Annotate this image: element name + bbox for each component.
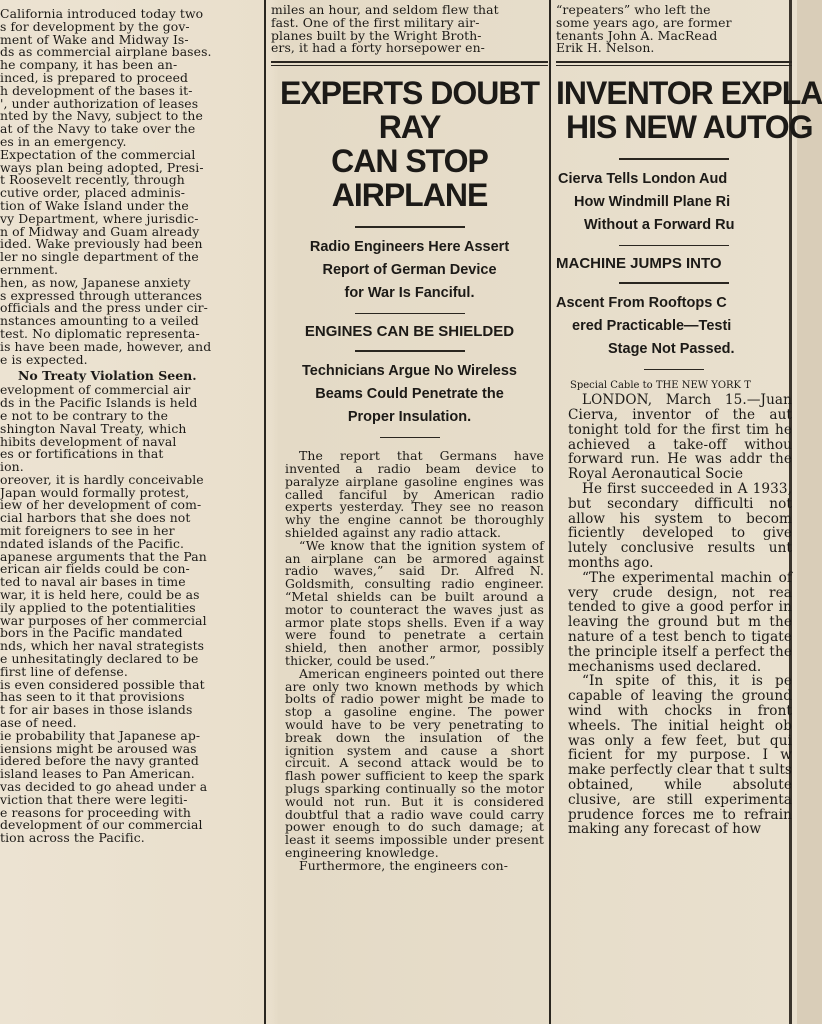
column-rule xyxy=(264,0,266,1024)
article-line: viction that there were legiti- xyxy=(0,791,188,807)
deck-rule xyxy=(619,158,729,160)
article-line: e reasons for proceeding with xyxy=(0,804,192,820)
article-line: ided. Wake previously had been xyxy=(0,236,203,252)
article-line: Japan would formally protest, xyxy=(0,484,190,500)
right-top-continuation xyxy=(556,4,792,55)
headline-rule-thin xyxy=(556,65,792,66)
article-line: ndated islands of the Pacific. xyxy=(0,535,185,551)
column-rule xyxy=(549,0,551,1024)
deck-line: for War Is Fanciful. xyxy=(344,284,475,301)
continuation-line: ers, it had a forty horsepower en- xyxy=(271,40,485,56)
article-line: California introduced today two xyxy=(0,6,204,21)
deck-line: Without a Forward Ru xyxy=(584,216,735,233)
article-line: first line of defense. xyxy=(0,663,128,679)
deck-rule xyxy=(355,226,465,228)
continuation-line: planes built by the Wright Broth- xyxy=(271,27,482,43)
article-line: ', under authorization of leases xyxy=(0,95,199,111)
deck-line: Stage Not Passed. xyxy=(608,340,735,357)
article-line: hen, as now, Japanese anxiety xyxy=(0,274,191,290)
right-credit-line: Special Cable to THE NEW YORK T xyxy=(570,380,751,392)
article-line: idered before the navy granted xyxy=(0,753,199,769)
article-line: t for air bases in those islands xyxy=(0,702,193,718)
deck-rule xyxy=(355,350,465,352)
article-line: hibits development of naval xyxy=(0,433,177,449)
deck-line: Technicians Argue No Wireless xyxy=(301,362,517,379)
deck-rule xyxy=(644,369,704,371)
deck-rule xyxy=(619,245,729,247)
article-line: is have been made, however, and xyxy=(0,338,212,354)
article-line: ways plan being adopted, Presi- xyxy=(0,159,204,175)
article-line: officials and the press under cir- xyxy=(0,300,208,316)
left-paragraphs-b xyxy=(0,384,262,845)
deck-line: Ascent From Rooftops C xyxy=(556,294,727,311)
article-line: ie probability that Japanese ap- xyxy=(0,727,201,743)
deck-rule xyxy=(619,282,729,284)
continuation-line: some years ago, are former xyxy=(556,14,732,30)
article-line: at of the Navy to take over the xyxy=(0,121,196,137)
left-subhead: No Treaty Violation Seen. xyxy=(18,368,197,384)
right-body xyxy=(556,393,792,837)
article-line: development of our commercial xyxy=(0,817,203,833)
article-line: ily applied to the potentialities xyxy=(0,599,196,615)
deck-line: How Windmill Plane Ri xyxy=(574,193,731,210)
article-line: cutive order, placed adminis- xyxy=(0,185,186,201)
article-line: ernment. xyxy=(0,261,59,277)
deck-line: Proper Insulation. xyxy=(347,408,472,425)
continuation-line: Erik H. Nelson. xyxy=(556,40,655,56)
article-line: iensions might be aroused was xyxy=(0,740,197,756)
article-line: n of Midway and Guam already xyxy=(0,223,200,239)
article-line: apanese arguments that the Pan xyxy=(0,548,207,564)
article-paragraph: “We know that the ignition system of an airplane can be armored against radio waves,” said Dr. Alfred N. Goldsmith, consulting radio engineer. “Metal shields can be built around a motor to counteract the waves just as armor plate stops shells. Even if a way were found to penetrate a certain shield, then another armor, possibly thicker, could be used.” xyxy=(285,537,544,668)
headline-rule-thin xyxy=(271,65,548,66)
article-line: ment of Wake and Midway Is- xyxy=(0,31,189,47)
article-line: vy Department, where jurisdic- xyxy=(0,210,199,226)
deck-line: ered Practicable—Testi xyxy=(572,317,732,334)
article-line: iew of her development of com- xyxy=(0,497,202,513)
column-right-article xyxy=(556,2,822,1020)
article-line: h development of the bases it- xyxy=(0,82,193,98)
center-top-continuation xyxy=(271,4,548,55)
article-line: ion. xyxy=(0,459,24,475)
deck-line: Cierva Tells London Aud xyxy=(558,170,728,187)
center-body xyxy=(271,450,548,872)
article-line: Expectation of the commercial xyxy=(0,146,196,162)
article-line: tion of Wake Island under the xyxy=(0,197,189,213)
article-line: s expressed through utterances xyxy=(0,287,203,303)
deck-line: Radio Engineers Here Assert xyxy=(309,238,510,255)
center-headline xyxy=(271,76,548,212)
article-line: is even considered possible that xyxy=(0,676,205,692)
article-line: e unhesitatingly declared to be xyxy=(0,651,199,667)
article-paragraph: LONDON, March 15.—Juan Cierva, inventor of the aut tonight told for the first tim he achieved a take-off withou forward run. He was addr the Royal Aeronautical Socie xyxy=(568,392,792,483)
article-paragraph: The report that Germans have invented a radio beam device to paralyze airplane gasoline engines was called fanciful by American radio experts yesterday. They see no reason why the engine cannot be thoroughly shielded against any radio attack. xyxy=(285,448,544,540)
article-line: vas decided to go ahead under a xyxy=(0,779,208,795)
article-paragraph: “In spite of this, it is pe capable of leaving the ground wind with chocks in front wheels. The initial height ob was only a few feet, but qui ficient for my purpose. I w make perfectly clear that t sults obtained, while absolute clusive, are still experimenta prudence forces me to refrain making any forecast of how xyxy=(568,673,792,838)
article-line: island leases to Pan American. xyxy=(0,766,195,782)
article-line: ase of need. xyxy=(0,715,77,731)
headline-line: HIS NEW AUTOG xyxy=(566,109,813,146)
headline-line: EXPERTS DOUBT RAY xyxy=(279,75,540,146)
article-line: e is expected. xyxy=(0,351,88,367)
continuation-line: “repeaters” who left the xyxy=(556,2,711,17)
article-paragraph: “The experimental machin of very crude design, not rea tended to give a good perfor in leaving the ground but m the nature of a test bench to tigate the principle itself a perfect the mechanisms used declared. xyxy=(568,569,792,675)
deck-rule xyxy=(355,313,465,315)
right-subheadline: MACHINE JUMPS INTO xyxy=(556,255,722,273)
article-line: mit foreigners to see in her xyxy=(0,523,175,539)
center-subheadline: ENGINES CAN BE SHIELDED xyxy=(304,323,515,341)
article-line: ler no single department of the xyxy=(0,249,199,265)
center-deck xyxy=(271,236,548,305)
article-line: has seen to it that provisions xyxy=(0,689,185,705)
article-line: test. No diplomatic representa- xyxy=(0,325,200,341)
article-line: war, it is held here, could be as xyxy=(0,587,200,603)
article-paragraph: Furthermore, the engineers con- xyxy=(299,857,509,873)
article-line: evelopment of commercial air xyxy=(0,382,191,398)
right-headline xyxy=(556,75,822,146)
continuation-line: fast. One of the first military air- xyxy=(271,14,480,30)
article-line: erican air fields could be con- xyxy=(0,561,190,577)
article-line: shington Naval Treaty, which xyxy=(0,420,187,436)
article-line: cial harbors that she does not xyxy=(0,510,191,526)
article-line: e not to be contrary to the xyxy=(0,407,169,423)
deck-line: Beams Could Penetrate the xyxy=(315,385,504,402)
headline-rule xyxy=(271,61,548,63)
left-paragraphs-a xyxy=(0,8,262,366)
article-line: nstances amounting to a veiled xyxy=(0,313,199,329)
article-paragraph: He first succeeded in A 1933, but secondary difficulti not allow his system to becom ficiently developed to give lutely conclusive results unt months ago. xyxy=(568,480,792,571)
headline-line: CAN STOP AIRPLANE xyxy=(331,143,488,214)
continuation-line: tenants John A. MacRead xyxy=(556,27,718,43)
article-line: s for development by the gov- xyxy=(0,18,190,34)
headline-rule xyxy=(556,61,792,63)
article-line: nds, which her naval strategists xyxy=(0,638,205,654)
center-deck-2 xyxy=(271,360,548,429)
article-line: nted by the Navy, subject to the xyxy=(0,108,203,124)
right-deck-2 xyxy=(556,292,792,361)
article-line: oreover, it is hardly conceivable xyxy=(0,471,204,487)
article-line: he company, it has been an- xyxy=(0,57,178,73)
article-line: war purposes of her commercial xyxy=(0,612,207,628)
article-paragraph: American engineers pointed out there are only two known methods by which bolts of radio power might be made to stop a gasoline engine. The power would have to be very penetrating to break down the insulation of the ignition system and cause a short circuit. A second attack would be to flash power sufficient to keep the spark plugs sparking continually so the motor would not run. But it is considered doubtful that a radio wave could carry power enough to do such damage; at least it seems impossible under present engineering knowledge. xyxy=(285,665,544,860)
article-line: bors in the Pacific mandated xyxy=(0,625,183,641)
article-line: tion across the Pacific. xyxy=(0,830,145,846)
article-line: es or fortifications in that xyxy=(0,446,164,462)
article-line: t Roosevelt recently, through xyxy=(0,172,185,188)
column-center-article xyxy=(271,4,548,1020)
headline-line: INVENTOR EXPLA xyxy=(556,75,822,112)
column-left-article xyxy=(0,8,262,1018)
deck-rule xyxy=(380,437,440,439)
deck-line: Report of German Device xyxy=(322,261,497,278)
article-line: inced, is prepared to proceed xyxy=(0,69,189,85)
continuation-line: miles an hour, and seldom flew that xyxy=(271,2,499,17)
article-line: ds as commercial airplane bases. xyxy=(0,44,212,60)
right-deck xyxy=(556,168,792,237)
article-line: es in an emergency. xyxy=(0,133,127,149)
article-line: ted to naval air bases in time xyxy=(0,574,186,590)
article-line: ds in the Pacific Islands is held xyxy=(0,395,198,411)
